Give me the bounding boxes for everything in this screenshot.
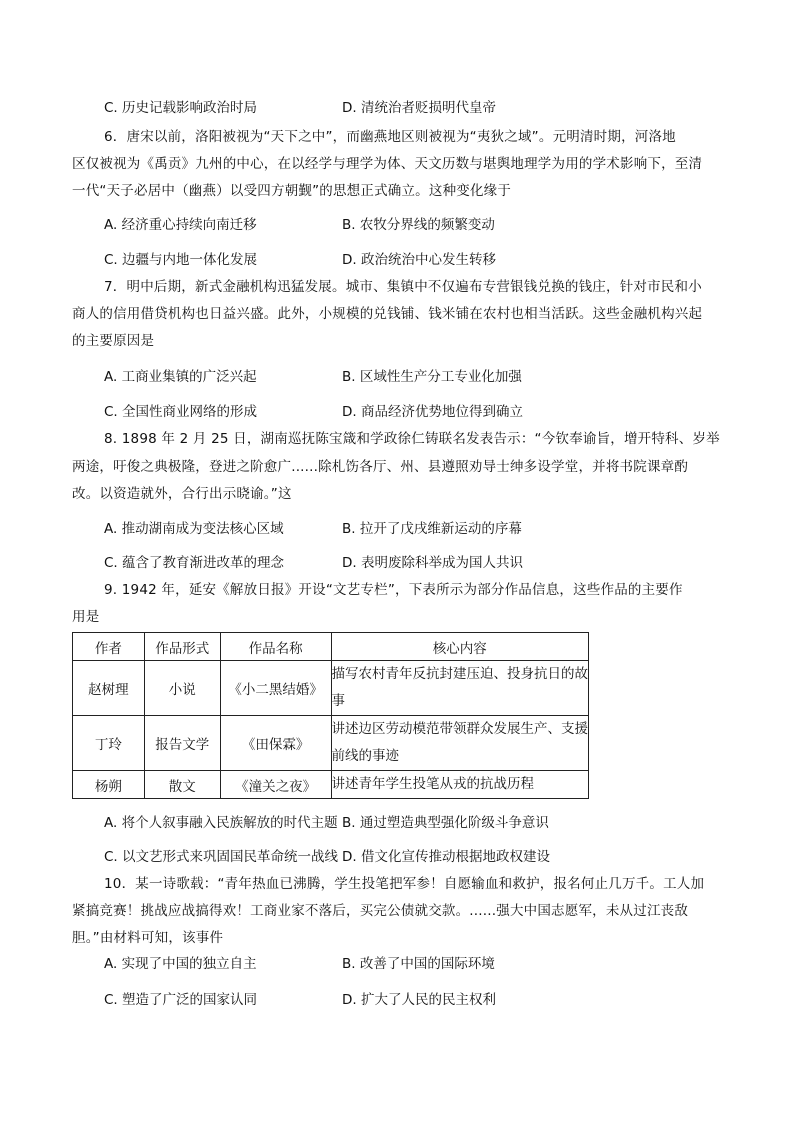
q10-option-d: D. 扩大了人民的民主权利 — [342, 992, 496, 1008]
cell-content: 描写农村青年反抗封建压迫、投身抗日的故事 — [331, 661, 589, 716]
q6-option-a: A. 经济重心持续向南迁移 — [104, 217, 257, 233]
cell-form: 小说 — [144, 661, 220, 716]
q7-stem-line-3: 的主要原因是 — [72, 333, 155, 349]
cell-form: 报告文学 — [144, 716, 220, 771]
header-author: 作者 — [73, 633, 145, 661]
q9-stem-line-1: 9. 1942 年，延安《解放日报》开设“文艺专栏”，下表所示为部分作品信息，这些作品的主要作 — [104, 582, 683, 598]
q8-option-a: A. 推动湖南成为变法核心区域 — [104, 521, 284, 537]
q7-option-d: D. 商品经济优势地位得到确立 — [342, 404, 523, 420]
prev-option-d: D. 清统治者贬损明代皇帝 — [342, 100, 496, 116]
works-table — [72, 632, 589, 799]
q10-option-b: B. 改善了中国的国际环境 — [342, 956, 495, 972]
q6-option-c: C. 边疆与内地一体化发展 — [104, 252, 258, 268]
cell-author: 杨朔 — [73, 771, 145, 799]
table-header-row — [73, 633, 589, 661]
header-title: 作品名称 — [220, 633, 331, 661]
q10-option-a: A. 实现了中国的独立自主 — [104, 956, 257, 972]
q10-stem-line-1: 10．某一诗歌载：“青年热血已沸腾，学生投笔把军参！自愿输血和救护，报名何止几万千。工人加 — [104, 876, 705, 892]
q6-option-b: B. 农牧分界线的频繁变动 — [342, 217, 495, 233]
cell-title: 《田保霖》 — [220, 716, 331, 771]
table-row — [73, 661, 589, 716]
q7-stem-line-2: 商人的信用借贷机构也日益兴盛。此外，小规模的兑钱铺、钱米铺在农村也相当活跃。这些金融机构兴起 — [72, 306, 703, 322]
header-form: 作品形式 — [144, 633, 220, 661]
q10-option-c: C. 塑造了广泛的国家认同 — [104, 992, 258, 1008]
header-content: 核心内容 — [331, 633, 589, 661]
q8-stem-line-1: 8. 1898 年 2 月 25 日，湖南巡抚陈宝箴和学政徐仁铸联名发表告示：“今钦奉谕旨，增开特科、岁举 — [104, 431, 720, 447]
cell-form: 散文 — [144, 771, 220, 799]
cell-author: 赵树理 — [73, 661, 145, 716]
cell-content: 讲述青年学生投笔从戎的抗战历程 — [331, 771, 589, 799]
cell-content: 讲述边区劳动模范带领群众发展生产、支援前线的事迹 — [331, 716, 589, 771]
q7-option-b: B. 区域性生产分工专业化加强 — [342, 369, 522, 385]
q10-stem-line-3: 胆。”由材料可知，该事件 — [72, 930, 224, 946]
q8-stem-line-2: 两途，吁俊之典极隆，登进之阶愈广......除札饬各厅、州、县遵照劝导士绅多设学堂，并将书院课章酌 — [72, 459, 689, 475]
q7-stem-line-1: 7．明中后期，新式金融机构迅猛发展。城市、集镇中不仅遍布专营银钱兑换的钱庄，针对市民和小 — [104, 279, 702, 295]
cell-title: 《小二黑结婚》 — [220, 661, 331, 716]
q7-option-a: A. 工商业集镇的广泛兴起 — [104, 369, 257, 385]
q6-stem-line-2: 区仅被视为《禹贡》九州的中心，在以经学与理学为体、天文历数与堪舆地理学为用的学术影响下，至清 — [72, 156, 703, 172]
q9-option-c: C. 以文艺形式来巩固国民革命统一战线 — [104, 849, 339, 865]
q8-option-b: B. 拉开了戊戌维新运动的序幕 — [342, 521, 522, 537]
q9-option-b: B. 通过塑造典型强化阶级斗争意识 — [342, 815, 549, 831]
q6-stem-line-1: 6．唐宋以前，洛阳被视为“天下之中”，而幽燕地区则被视为“夷狄之域”。元明清时期，河洛地 — [104, 129, 676, 145]
cell-author: 丁玲 — [73, 716, 145, 771]
table-row — [73, 771, 589, 799]
q6-option-d: D. 政治统治中心发生转移 — [342, 252, 496, 268]
q8-option-d: D. 表明废除科举成为国人共识 — [342, 555, 523, 571]
q9-stem-line-2: 用是 — [72, 609, 100, 625]
q8-option-c: C. 蕴含了教育渐进改革的理念 — [104, 555, 285, 571]
prev-option-c: C. 历史记载影响政治时局 — [104, 100, 258, 116]
q6-stem-line-3: 一代“天子必居中（幽燕）以受四方朝觐”的思想正式确立。这种变化缘于 — [72, 183, 512, 199]
q9-option-a: A. 将个人叙事融入民族解放的时代主题 — [104, 815, 338, 831]
q7-option-c: C. 全国性商业网络的形成 — [104, 404, 258, 420]
q9-option-d: D. 借文化宣传推动根据地政权建设 — [342, 849, 550, 865]
q8-stem-line-3: 改。以资造就外，合行出示晓谕。”这 — [72, 486, 292, 502]
cell-title: 《潼关之夜》 — [220, 771, 331, 799]
q10-stem-line-2: 紧搞竞赛！挑战应战搞得欢！工商业家不落后，买完公债就交款。......强大中国志愿军，未从过江丧敌 — [72, 903, 689, 919]
table-row — [73, 716, 589, 771]
